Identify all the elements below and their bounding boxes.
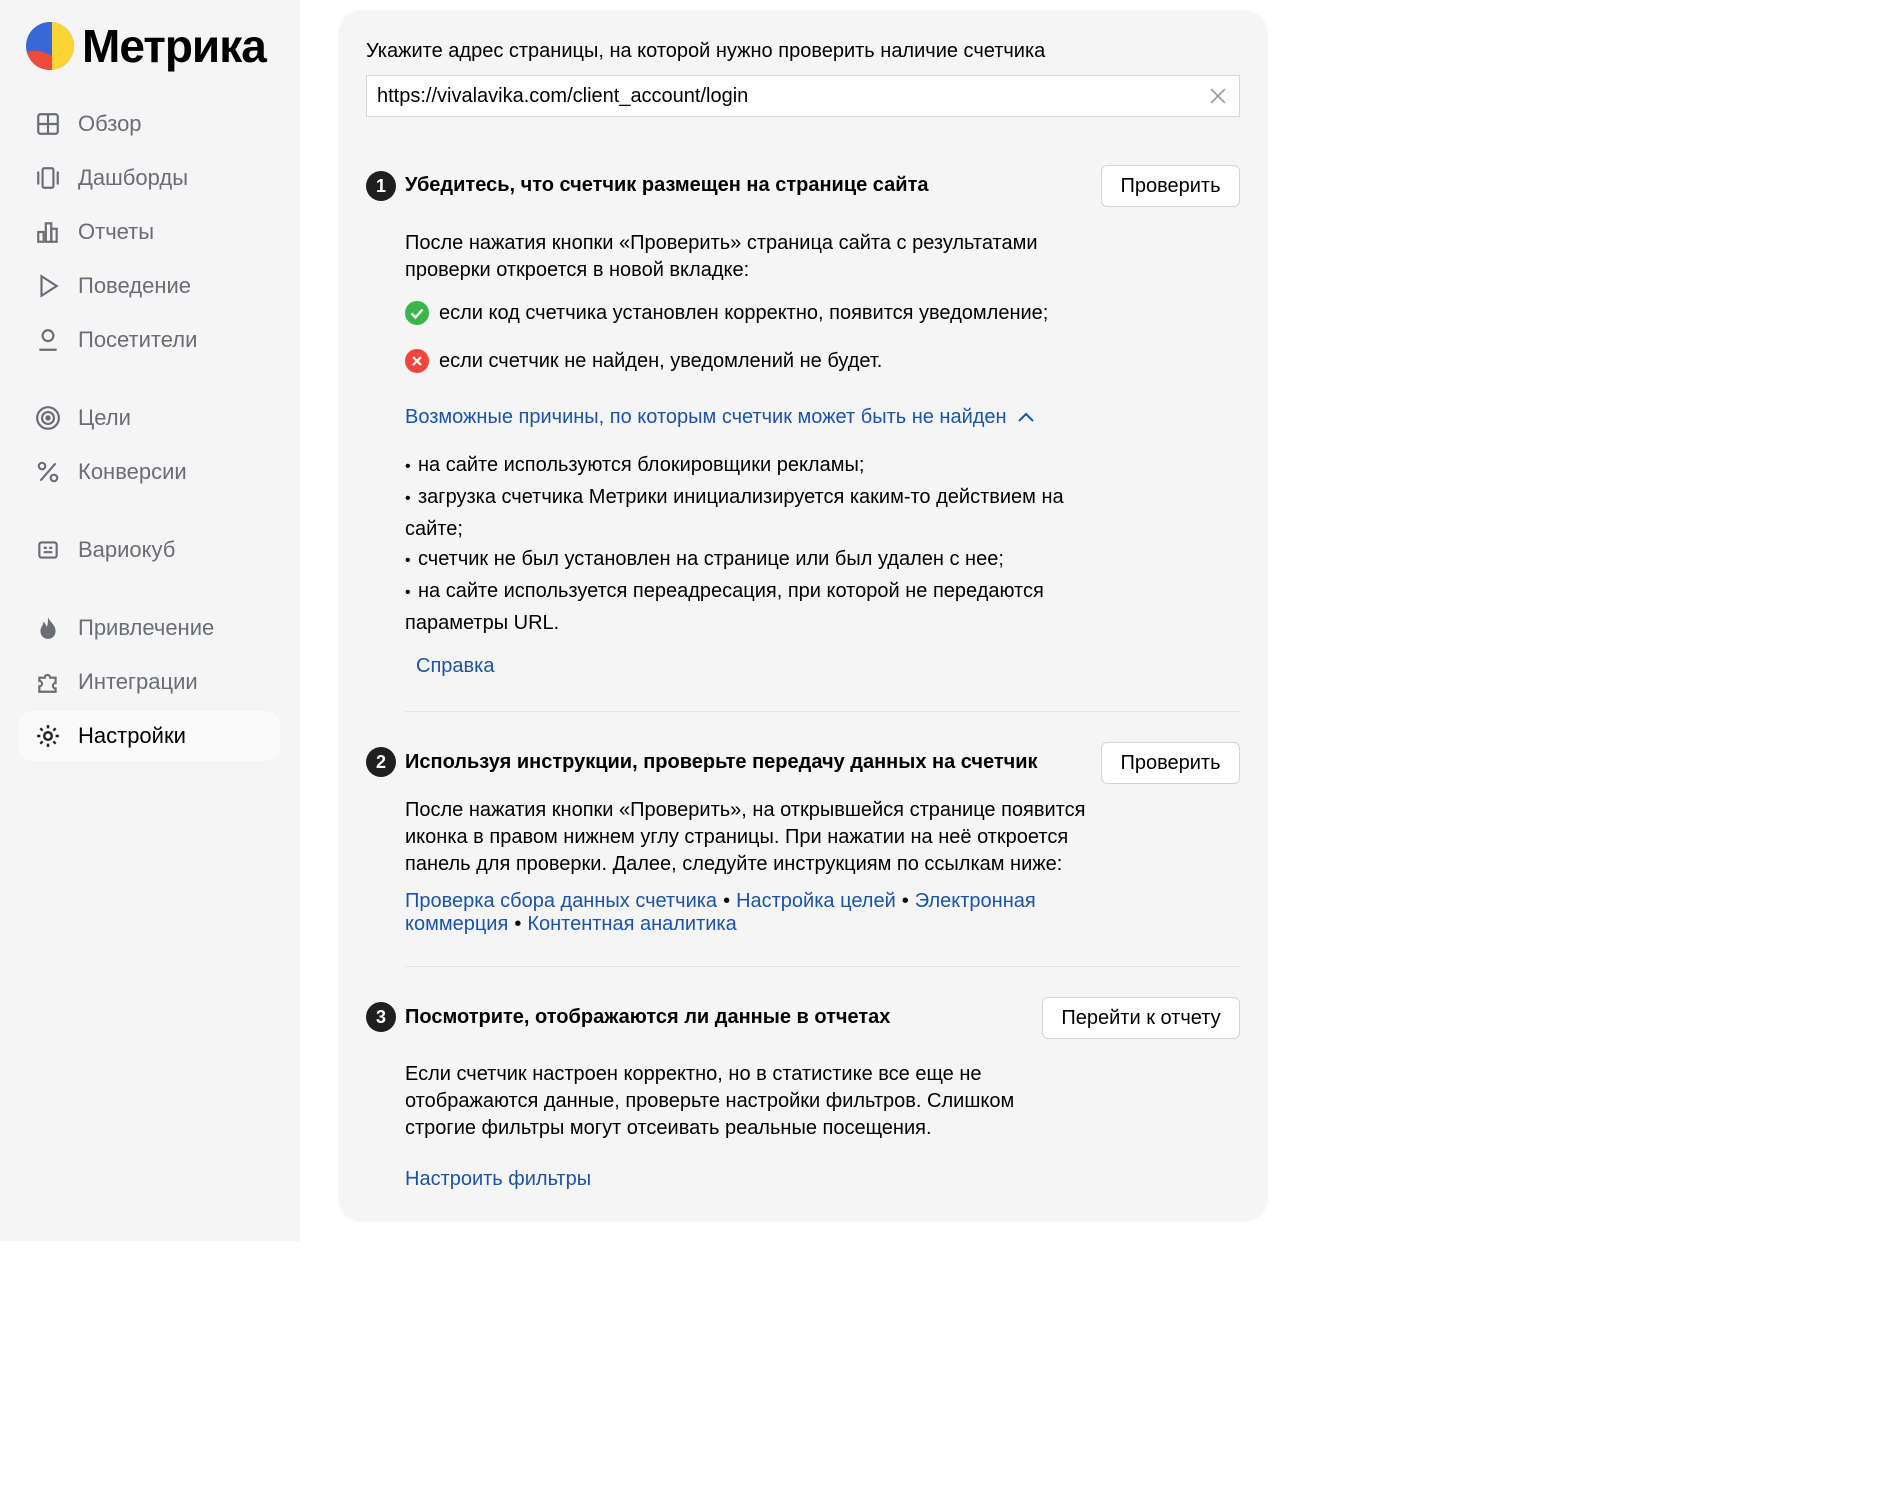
logo-text: Метрика xyxy=(82,20,266,72)
error-status-row xyxy=(405,349,882,373)
chevron-up-icon[interactable] xyxy=(1015,407,1037,429)
logo[interactable] xyxy=(26,22,266,70)
gear-icon xyxy=(35,723,61,749)
sidebar xyxy=(0,0,300,1241)
step-3-description: Если счетчик настроен корректно, но в статистике все еще не отображаются данные, проверьте настройки фильтров. Слишком строгие фильтры могут отсеивать реальные посещения. xyxy=(405,1063,1015,1139)
sidebar-item-label: Дашборды xyxy=(78,165,188,190)
variocube-icon xyxy=(35,537,61,563)
sidebar-item-integrations[interactable] xyxy=(18,657,280,707)
close-icon[interactable] xyxy=(1207,85,1229,107)
sidebar-item-label: Конверсии xyxy=(78,459,187,484)
dashboards-icon xyxy=(35,165,61,191)
go-to-report-button[interactable]: Перейти к отчету xyxy=(1042,997,1240,1039)
user-icon xyxy=(35,327,61,353)
success-status-row xyxy=(405,301,1048,325)
puzzle-icon xyxy=(35,669,61,695)
sidebar-item-goals[interactable] xyxy=(18,393,280,443)
reasons-link[interactable]: Возможные причины, по которым счетчик может быть не найден xyxy=(405,406,1007,428)
list-item: • на сайте используется переадресация, при которой не передаются параметры URL. xyxy=(405,580,1044,634)
check-circle-icon xyxy=(405,301,429,325)
sidebar-item-acquisition[interactable] xyxy=(18,603,280,653)
url-field-label: Укажите адрес страницы, на которой нужно проверить наличие счетчика xyxy=(366,40,1046,62)
configure-filters-link[interactable]: Настроить фильтры xyxy=(405,1168,592,1190)
check-data-transfer-button[interactable]: Проверить xyxy=(1101,742,1240,784)
step-2-number: 2 xyxy=(366,747,396,777)
check-counter-button[interactable]: Проверить xyxy=(1101,165,1240,207)
step-1-title: Убедитесь, что счетчик размещен на странице сайта xyxy=(405,174,929,196)
sidebar-item-label: Посетители xyxy=(78,327,198,352)
divider xyxy=(405,966,1240,967)
sidebar-item-label: Обзор xyxy=(78,111,142,136)
success-status-text: если код счетчика установлен корректно, появится уведомление; xyxy=(439,301,1049,324)
step-2-title: Используя инструкции, проверьте передачу данных на счетчик xyxy=(405,751,1038,773)
divider xyxy=(405,711,1240,712)
step-3-title: Посмотрите, отображаются ли данные в отчетах xyxy=(405,1006,891,1028)
url-field[interactable] xyxy=(366,75,1240,117)
link-ecommerce[interactable]: Электронная коммерция xyxy=(405,890,1036,935)
sidebar-item-behavior[interactable] xyxy=(18,261,280,311)
error-circle-icon xyxy=(405,349,429,373)
percent-icon xyxy=(35,459,61,485)
error-status-text: если счетчик не найден, уведомлений не будет. xyxy=(439,349,883,372)
step-1-description: После нажатия кнопки «Проверить» страница сайта с результатами проверки откроется в новой вкладке: xyxy=(405,232,1038,281)
help-link[interactable]: Справка xyxy=(416,655,495,677)
sidebar-item-label: Отчеты xyxy=(78,219,155,244)
url-input[interactable] xyxy=(377,85,1207,108)
sidebar-item-reports[interactable] xyxy=(18,207,280,257)
metrika-logo-icon xyxy=(26,22,74,70)
grid-icon xyxy=(35,111,61,137)
sidebar-item-dashboards[interactable] xyxy=(18,153,280,203)
step-2-description: После нажатия кнопки «Проверить», на открывшейся странице появится иконка в правом нижнем углу страницы. При нажатии на неё откроется панель для проверки. Далее, следуйте инструкциям по ссылкам ниже: xyxy=(405,799,1086,875)
link-data-collection-check[interactable]: Проверка сбора данных счетчика xyxy=(405,890,718,912)
list-item: • загрузка счетчика Метрики инициализируется каким-то действием на сайте; xyxy=(405,486,1064,540)
sidebar-item-conversions[interactable] xyxy=(18,447,280,497)
sidebar-item-label: Интеграции xyxy=(78,669,198,694)
instruction-links: Проверка сбора данных счетчика • Настройка целей • Электронная коммерция • Контентная аналитика xyxy=(405,890,1036,935)
sidebar-item-label: Привлечение xyxy=(78,615,215,640)
reasons-list xyxy=(405,450,1105,638)
sidebar-item-label: Вариокуб xyxy=(78,537,176,562)
link-goals-setup[interactable]: Настройка целей xyxy=(736,890,896,912)
sidebar-item-settings[interactable] xyxy=(18,711,280,761)
sidebar-item-label: Настройки xyxy=(78,723,186,748)
step-3-number: 3 xyxy=(366,1002,396,1032)
sidebar-item-label: Поведение xyxy=(78,273,191,298)
target-icon xyxy=(35,405,61,431)
link-content-analytics[interactable]: Контентная аналитика xyxy=(527,913,737,935)
sidebar-item-visitors[interactable] xyxy=(18,315,280,365)
fire-icon xyxy=(35,615,61,641)
reasons-toggle[interactable] xyxy=(405,406,1037,429)
bar-chart-icon xyxy=(35,219,61,245)
list-item: • счетчик не был установлен на странице или был удален с нее; xyxy=(405,548,1004,570)
sidebar-item-label: Цели xyxy=(78,405,131,430)
list-item: • на сайте используются блокировщики рекламы; xyxy=(405,454,865,476)
sidebar-item-variocube[interactable] xyxy=(18,525,280,575)
play-icon xyxy=(35,273,61,299)
step-1-number: 1 xyxy=(366,171,396,201)
sidebar-item-overview[interactable] xyxy=(18,99,280,149)
